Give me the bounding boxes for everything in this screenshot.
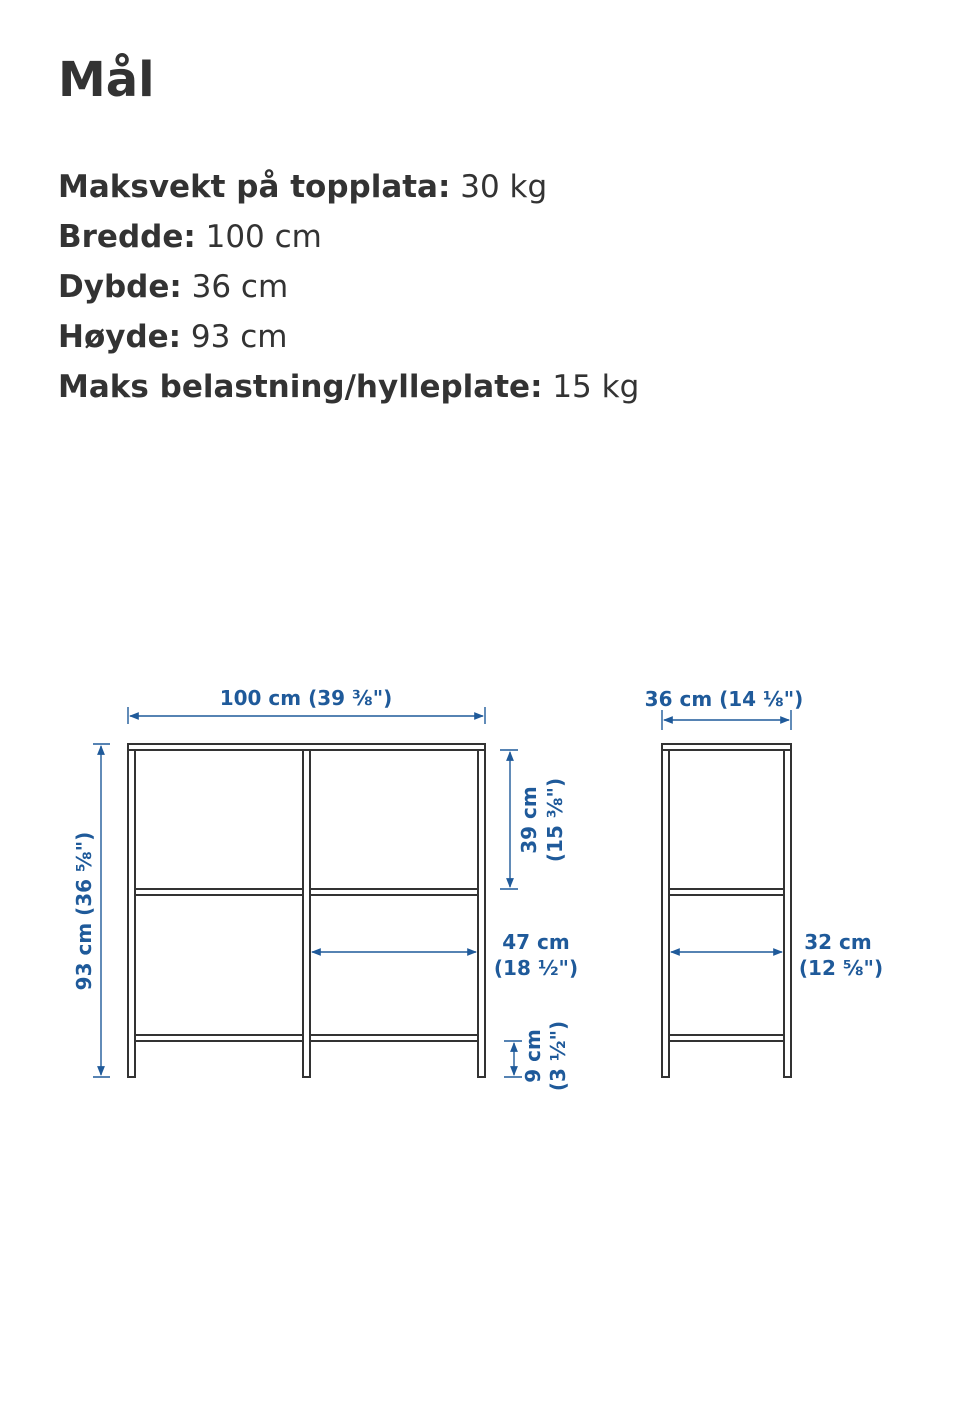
- spec-label: Høyde:: [58, 319, 182, 355]
- spec-value: 93 cm: [190, 319, 288, 355]
- inner-depth-dimension: [671, 930, 883, 980]
- spec-label: Bredde:: [58, 219, 196, 255]
- page-title: Mål: [58, 52, 155, 108]
- spec-value: 15 kg: [552, 369, 640, 405]
- front-view-shelf: [128, 744, 485, 1077]
- inner-depth-in-label: (12 ⅝"): [798, 956, 884, 980]
- front-bottom-shelf-right: [310, 1035, 478, 1041]
- floor-gap-cm-label: 9 cm: [521, 1029, 545, 1083]
- front-left-leg: [128, 750, 135, 1077]
- side-left-leg: [662, 750, 669, 1077]
- spec-value: 100 cm: [205, 219, 322, 255]
- height-label: 93 cm (36 ⅝"): [72, 831, 96, 991]
- front-middle-divider: [303, 750, 310, 1077]
- inner-width-in-label: (18 ½"): [493, 956, 579, 980]
- inner-width-cm-label: 47 cm: [502, 930, 570, 954]
- side-top-plate: [662, 744, 791, 750]
- front-middle-shelf-right: [310, 889, 478, 895]
- spec-value: 36 cm: [191, 269, 289, 305]
- floor-gap-dimension: [504, 1021, 570, 1091]
- depth-label: 36 cm (14 ⅛"): [644, 687, 804, 711]
- spec-label: Maksvekt på topplata:: [58, 169, 451, 205]
- side-view-shelf: [662, 744, 791, 1077]
- height-dimension: [72, 744, 110, 1077]
- spec-label: Dybde:: [58, 269, 182, 305]
- spec-value: 30 kg: [460, 169, 548, 205]
- shelf-gap-in-label: (15 ⅜"): [543, 777, 567, 863]
- shelf-gap-cm-label: 39 cm: [517, 786, 541, 854]
- inner-width-dimension: [312, 930, 578, 980]
- spec-label: Maks belastning/hylleplate:: [58, 369, 543, 405]
- shelf-gap-dimension: [500, 750, 567, 889]
- side-right-leg: [784, 750, 791, 1077]
- width-label: 100 cm (39 ⅜"): [219, 686, 393, 710]
- side-middle-shelf: [669, 889, 784, 895]
- front-bottom-shelf-left: [135, 1035, 303, 1041]
- depth-dimension: [645, 687, 804, 730]
- side-bottom-shelf: [669, 1035, 784, 1041]
- front-right-leg: [478, 750, 485, 1077]
- inner-depth-cm-label: 32 cm: [804, 930, 872, 954]
- width-dimension: [128, 686, 485, 724]
- floor-gap-in-label: (3 ½"): [546, 1020, 570, 1092]
- front-middle-shelf-left: [135, 889, 303, 895]
